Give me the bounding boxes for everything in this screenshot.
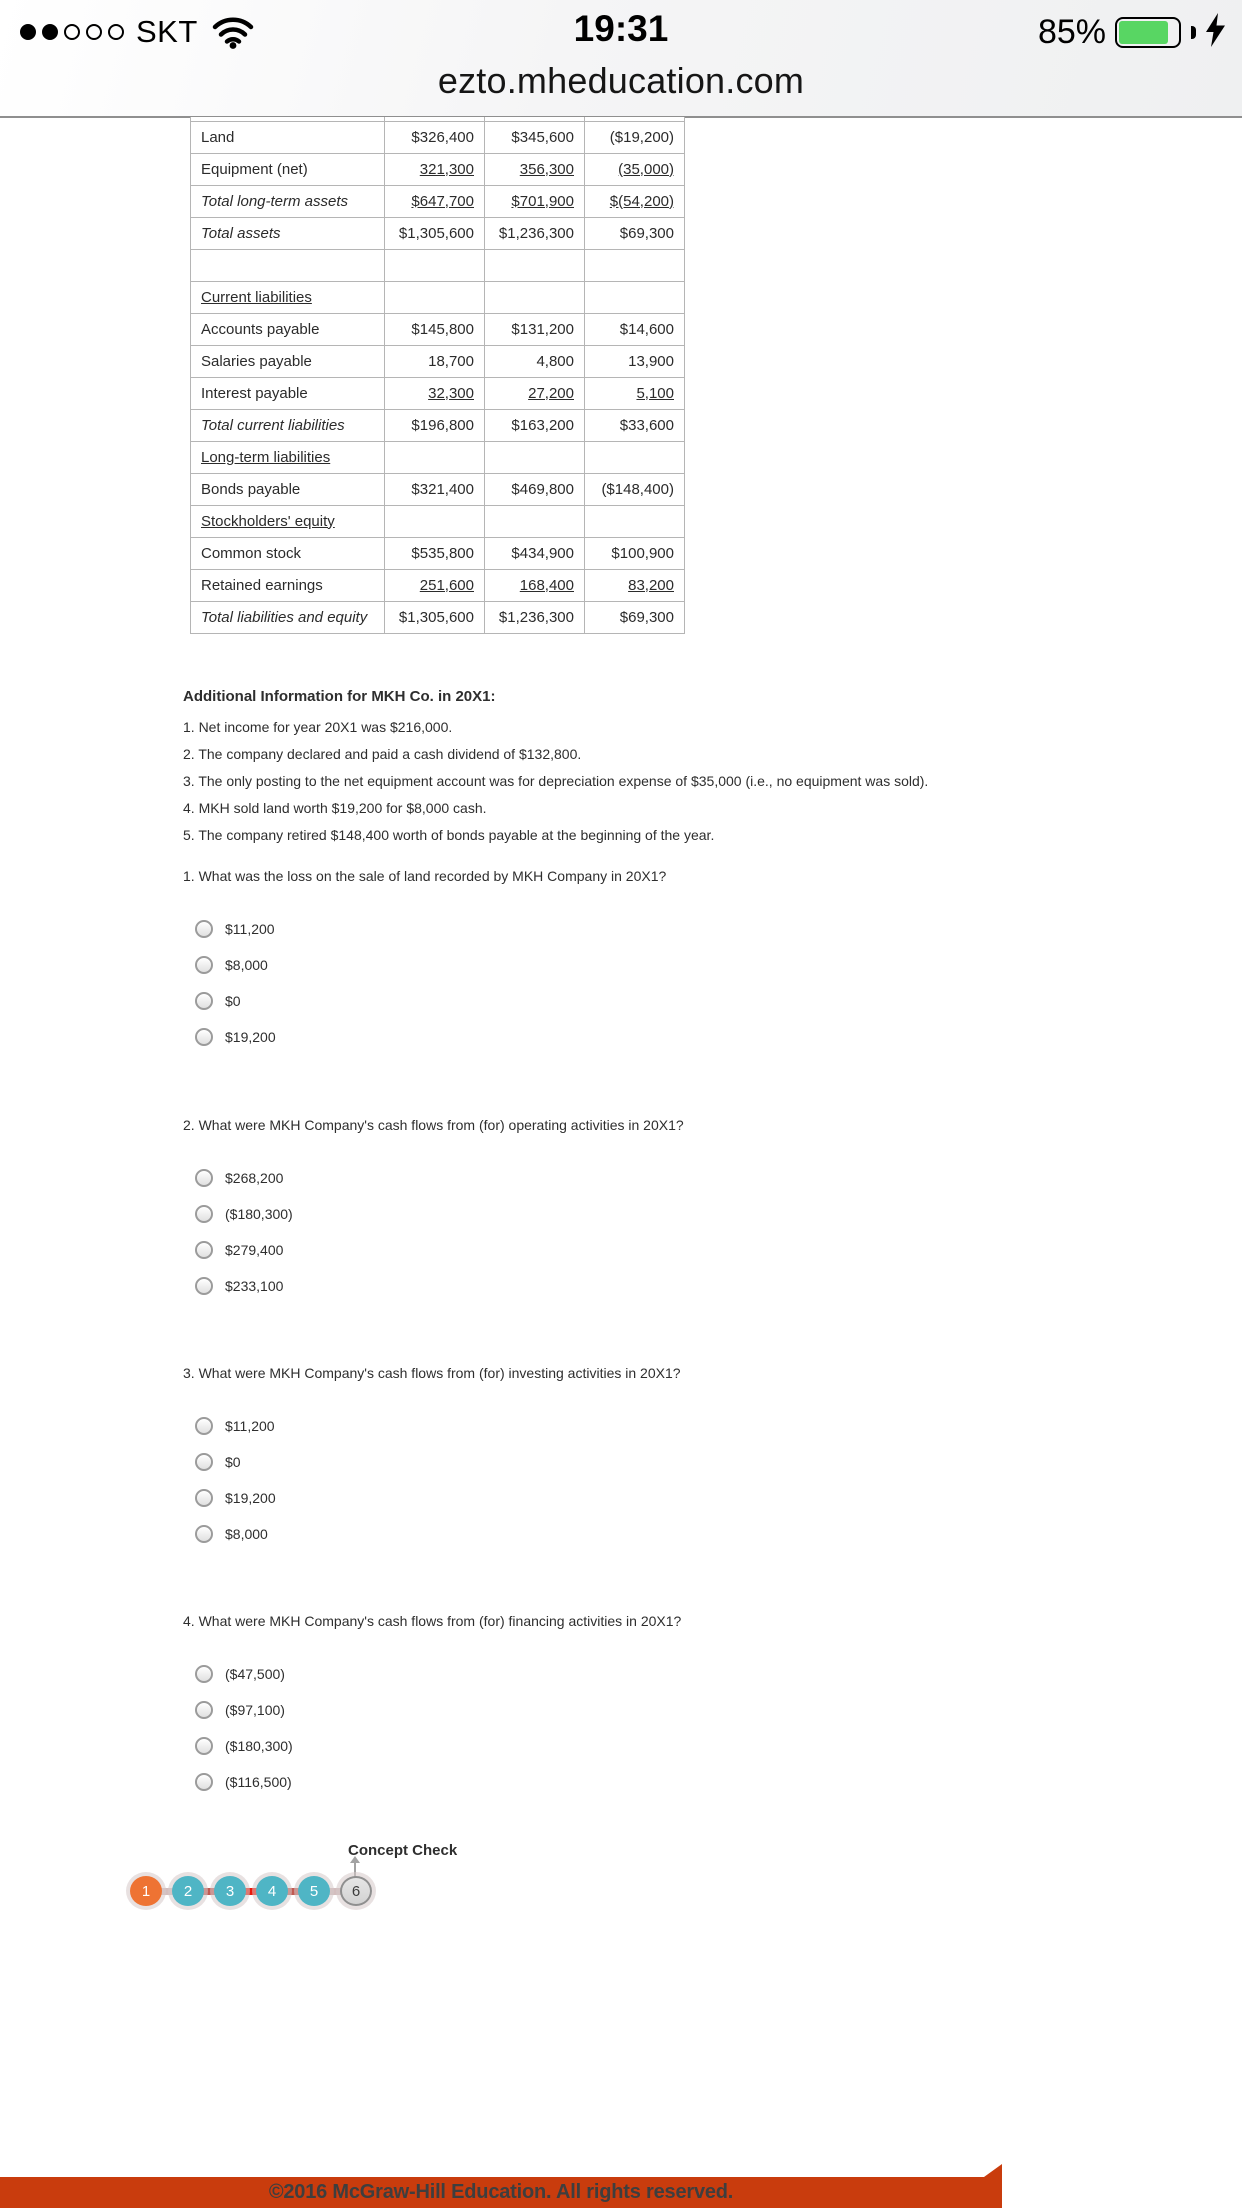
info-item: 5. The company retired $148,400 worth of bonds payable at the beginning of the year.: [183, 827, 715, 843]
row-label: Retained earnings: [191, 569, 385, 601]
carrier-label: SKT: [136, 14, 198, 49]
amount-cell: $163,200: [485, 409, 585, 441]
amount-cell: $(54,200): [585, 185, 685, 217]
section-label: Stockholders' equity: [191, 505, 385, 537]
answer-option[interactable]: [195, 1764, 681, 1800]
footer-page-curl: [984, 2164, 1002, 2177]
step-3[interactable]: 3: [214, 1876, 246, 1906]
amount-cell: $196,800: [385, 409, 485, 441]
radio-button[interactable]: [195, 1277, 213, 1295]
amount-cell: $434,900: [485, 537, 585, 569]
radio-button[interactable]: [195, 920, 213, 938]
table-row: [191, 537, 685, 569]
radio-button[interactable]: [195, 1665, 213, 1683]
radio-button[interactable]: [195, 1489, 213, 1507]
table-row: [191, 121, 685, 153]
answer-option[interactable]: [195, 1656, 681, 1692]
question-text: 2. What were MKH Company's cash flows from (for) operating activities in 20X1?: [183, 1117, 684, 1133]
amount-cell: 168,400: [485, 569, 585, 601]
option-label[interactable]: ($180,300): [225, 1738, 293, 1754]
options-group: [183, 1408, 681, 1552]
row-label: Accounts payable: [191, 313, 385, 345]
additional-info-heading: Additional Information for MKH Co. in 20X1:: [183, 688, 496, 705]
step-2[interactable]: 2: [172, 1876, 204, 1906]
amount-cell: $326,400: [385, 121, 485, 153]
amount-cell: $469,800: [485, 473, 585, 505]
radio-button[interactable]: [195, 1241, 213, 1259]
option-label[interactable]: $0: [225, 1454, 241, 1470]
info-item: 2. The company declared and paid a cash dividend of $132,800.: [183, 746, 582, 762]
info-item: 4. MKH sold land worth $19,200 for $8,000 cash.: [183, 800, 487, 816]
answer-option[interactable]: [195, 1196, 684, 1232]
row-label: Total liabilities and equity: [191, 601, 385, 633]
amount-cell: $1,305,600: [385, 601, 485, 633]
amount-cell: $701,900: [485, 185, 585, 217]
row-label: Salaries payable: [191, 345, 385, 377]
options-group: [183, 1656, 681, 1800]
step-6-concept-check[interactable]: 6: [340, 1876, 372, 1906]
option-label[interactable]: $279,400: [225, 1242, 284, 1258]
option-label[interactable]: $11,200: [225, 921, 275, 937]
radio-button[interactable]: [195, 1525, 213, 1543]
table-row-spacer: [191, 249, 685, 281]
table-row: [191, 313, 685, 345]
status-bar: [0, 6, 1242, 58]
radio-button[interactable]: [195, 956, 213, 974]
radio-button[interactable]: [195, 1205, 213, 1223]
table-row-section: [191, 281, 685, 313]
amount-cell: $1,305,600: [385, 217, 485, 249]
battery-nub: [1191, 26, 1196, 39]
option-label[interactable]: $233,100: [225, 1278, 284, 1294]
row-label: Land: [191, 121, 385, 153]
option-label[interactable]: ($97,100): [225, 1702, 285, 1718]
table-row: [191, 473, 685, 505]
amount-cell: 27,200: [485, 377, 585, 409]
answer-option[interactable]: [195, 1444, 681, 1480]
amount-cell: 32,300: [385, 377, 485, 409]
answer-option[interactable]: [195, 1692, 681, 1728]
battery-percent-label: 85%: [1037, 12, 1106, 51]
question-text: 3. What were MKH Company's cash flows from (for) investing activities in 20X1?: [183, 1365, 681, 1381]
step-1[interactable]: 1: [130, 1876, 162, 1906]
radio-button[interactable]: [195, 1028, 213, 1046]
radio-button[interactable]: [195, 992, 213, 1010]
amount-cell: 4,800: [485, 345, 585, 377]
row-label: Total assets: [191, 217, 385, 249]
info-item: 1. Net income for year 20X1 was $216,000.: [183, 719, 453, 735]
row-label: Equipment (net): [191, 153, 385, 185]
amount-cell: $14,600: [585, 313, 685, 345]
amount-cell: $69,300: [585, 601, 685, 633]
amount-cell: $647,700: [385, 185, 485, 217]
option-label[interactable]: ($116,500): [225, 1774, 292, 1790]
amount-cell: ($19,200): [585, 121, 685, 153]
option-label[interactable]: $8,000: [225, 1526, 268, 1542]
amount-cell: 321,300: [385, 153, 485, 185]
copyright-text: ©2016 McGraw-Hill Education. All rights reserved.: [268, 2181, 734, 2203]
options-group: [183, 911, 666, 1055]
table-row: [191, 377, 685, 409]
option-label[interactable]: $11,200: [225, 1418, 275, 1434]
answer-option[interactable]: [195, 1232, 684, 1268]
amount-cell: 13,900: [585, 345, 685, 377]
additional-info-section: [183, 688, 928, 849]
table-row-section: [191, 505, 685, 537]
table-row: [191, 569, 685, 601]
answer-option[interactable]: [195, 1160, 684, 1196]
question-4: [183, 1612, 681, 1800]
answer-option[interactable]: [195, 1516, 681, 1552]
amount-cell: (35,000): [585, 153, 685, 185]
amount-cell: $345,600: [485, 121, 585, 153]
options-group: [183, 1160, 684, 1304]
row-label: Total long-term assets: [191, 185, 385, 217]
radio-button[interactable]: [195, 1737, 213, 1755]
additional-info-list: [183, 714, 928, 849]
table-row-total: [191, 185, 685, 217]
callout-arrow-icon: [354, 1862, 356, 1877]
amount-cell: $1,236,300: [485, 601, 585, 633]
answer-option[interactable]: [195, 1268, 684, 1304]
browser-chrome: [0, 0, 1242, 118]
question-text: 1. What was the loss on the sale of land recorded by MKH Company in 20X1?: [183, 868, 667, 884]
radio-button[interactable]: [195, 1169, 213, 1187]
amount-cell: ($148,400): [585, 473, 685, 505]
amount-cell: $1,236,300: [485, 217, 585, 249]
address-bar[interactable]: ezto.mheducation.com: [437, 60, 805, 101]
info-item: 3. The only posting to the net equipment account was for depreciation expense of $35,000 (i.e., no equipment was sold).: [183, 773, 929, 789]
amount-cell: $33,600: [585, 409, 685, 441]
option-label[interactable]: $268,200: [225, 1170, 284, 1186]
option-label[interactable]: ($180,300): [225, 1206, 293, 1222]
radio-button[interactable]: [195, 1701, 213, 1719]
amount-cell: $145,800: [385, 313, 485, 345]
table-row-total: [191, 409, 685, 441]
question-1: [183, 867, 666, 1055]
radio-button[interactable]: [195, 1417, 213, 1435]
answer-option[interactable]: [195, 1019, 666, 1055]
row-label: Bonds payable: [191, 473, 385, 505]
answer-option[interactable]: [195, 1480, 681, 1516]
section-label: Current liabilities: [191, 281, 385, 313]
radio-button[interactable]: [195, 1773, 213, 1791]
amount-cell: $321,400: [385, 473, 485, 505]
option-label[interactable]: $19,200: [225, 1490, 276, 1506]
section-label: Long-term liabilities: [191, 441, 385, 473]
table-row: [191, 153, 685, 185]
amount-cell: $535,800: [385, 537, 485, 569]
amount-cell: 83,200: [585, 569, 685, 601]
answer-option[interactable]: [195, 911, 666, 947]
step-5[interactable]: 5: [298, 1876, 330, 1906]
row-label: Interest payable: [191, 377, 385, 409]
answer-option[interactable]: [195, 1728, 681, 1764]
table-row-total: [191, 601, 685, 633]
step-4[interactable]: 4: [256, 1876, 288, 1906]
row-label: Total current liabilities: [191, 409, 385, 441]
answer-option[interactable]: [195, 1408, 681, 1444]
progress-stepper: [130, 1876, 390, 1908]
amount-cell: 356,300: [485, 153, 585, 185]
amount-cell: $131,200: [485, 313, 585, 345]
question-3: [183, 1364, 681, 1552]
charging-bolt-icon: [1205, 13, 1226, 52]
amount-cell: 18,700: [385, 345, 485, 377]
option-label[interactable]: $8,000: [225, 957, 268, 973]
row-label: Common stock: [191, 537, 385, 569]
radio-button[interactable]: [195, 1453, 213, 1471]
balance-sheet-table: [190, 117, 685, 634]
battery-icon: [1115, 17, 1181, 48]
option-label[interactable]: $19,200: [225, 1029, 276, 1045]
answer-option[interactable]: [195, 947, 666, 983]
amount-cell: $100,900: [585, 537, 685, 569]
question-text: 4. What were MKH Company's cash flows from (for) financing activities in 20X1?: [183, 1613, 682, 1629]
question-2: [183, 1116, 684, 1304]
table-row-total: [191, 217, 685, 249]
answer-option[interactable]: [195, 983, 666, 1019]
table-row-section: [191, 441, 685, 473]
amount-cell: $69,300: [585, 217, 685, 249]
clock: 19:31: [573, 8, 669, 49]
status-right: [1038, 6, 1226, 58]
battery-fill: [1119, 21, 1168, 44]
option-label[interactable]: $0: [225, 993, 241, 1009]
amount-cell: 5,100: [585, 377, 685, 409]
amount-cell: 251,600: [385, 569, 485, 601]
footer: [0, 2177, 1002, 2208]
option-label[interactable]: ($47,500): [225, 1666, 285, 1682]
table-row: [191, 345, 685, 377]
concept-check-label: Concept Check: [348, 1842, 458, 1859]
